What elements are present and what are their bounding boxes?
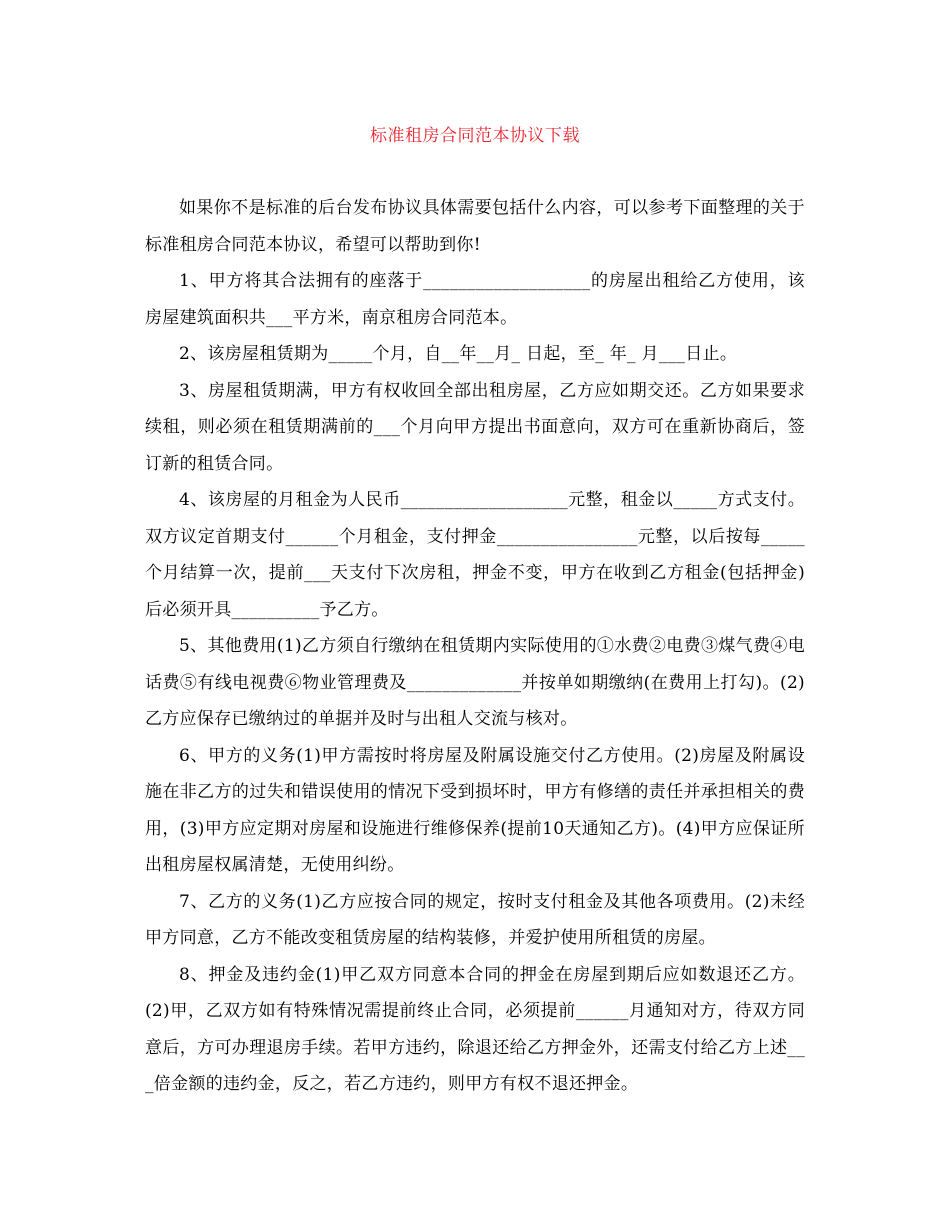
clause-1-paragraph: 1、甲方将其合法拥有的座落于___________________的房屋出租给乙方使用，该房屋建筑面积共___平方米，南京租房合同范本。 [145,271,805,328]
clause-7-paragraph: 7、乙方的义务(1)乙方应按合同的规定，按时支付租金及其他各项费用。(2)未经甲方同意，乙方不能改变租赁房屋的结构装修，并爱护使用所租赁的房屋。 [145,891,805,948]
document-title: 标准租房合同范本协议下载 [370,126,580,146]
clause-3-paragraph: 3、房屋租赁期满，甲方有权收回全部出租房屋，乙方应如期交还。乙方如果要求续租，则必须在租赁期满前的___个月向甲方提出书面意向，双方可在重新协商后，签订新的租赁合同。 [145,380,805,474]
document-body [145,190,805,1103]
clause-6-paragraph: 6、甲方的义务(1)甲方需按时将房屋及附属设施交付乙方使用。(2)房屋及附属设施在非乙方的过失和错误使用的情况下受到损坏时，甲方有修缮的责任并承担相关的费用，(3)甲方应定期对房屋和设施进行维修保养(提前10天通知乙方)。(4)甲方应保证所出租房屋权属清楚，无使用纠纷。 [145,745,805,875]
clause-2-paragraph: 2、该房屋租赁期为_____个月，自__年__月_ 日起，至_ 年_ 月___日止。 [179,344,738,364]
intro-paragraph: 如果你不是标准的后台发布协议具体需要包括什么内容，可以参考下面整理的关于标准租房合同范本协议，希望可以帮助到你! [145,198,805,255]
clause-8-paragraph: 8、押金及违约金(1)甲乙双方同意本合同的押金在房屋到期后应如数退还乙方。(2)甲，乙双方如有特殊情况需提前终止合同，必须提前______月通知对方，待双方同意后，方可办理退房手续。若甲方违约，除退还给乙方押金外，还需支付给乙方上述___倍金额的违约金，反之，若乙方违约，则甲方有权不退还押金。 [145,964,805,1094]
clause-4-paragraph: 4、该房屋的月租金为人民币___________________元整，租金以_____方式支付。双方议定首期支付______个月租金，支付押金________________元整，以后按每_____个月结算一次，提前___天支付下次房租，押金不变，甲方在收到乙方租金(包括押金)后必须开具__________予乙方。 [145,490,805,620]
clause-5-paragraph: 5、其他费用(1)乙方须自行缴纳在租赁期内实际使用的①水费②电费③煤气费④电话费⑤有线电视费⑥物业管理费及_____________并按单如期缴纳(在费用上打勾)。(2)乙方应保存已缴纳过的单据并及时与出租人交流与核对。 [145,636,805,729]
